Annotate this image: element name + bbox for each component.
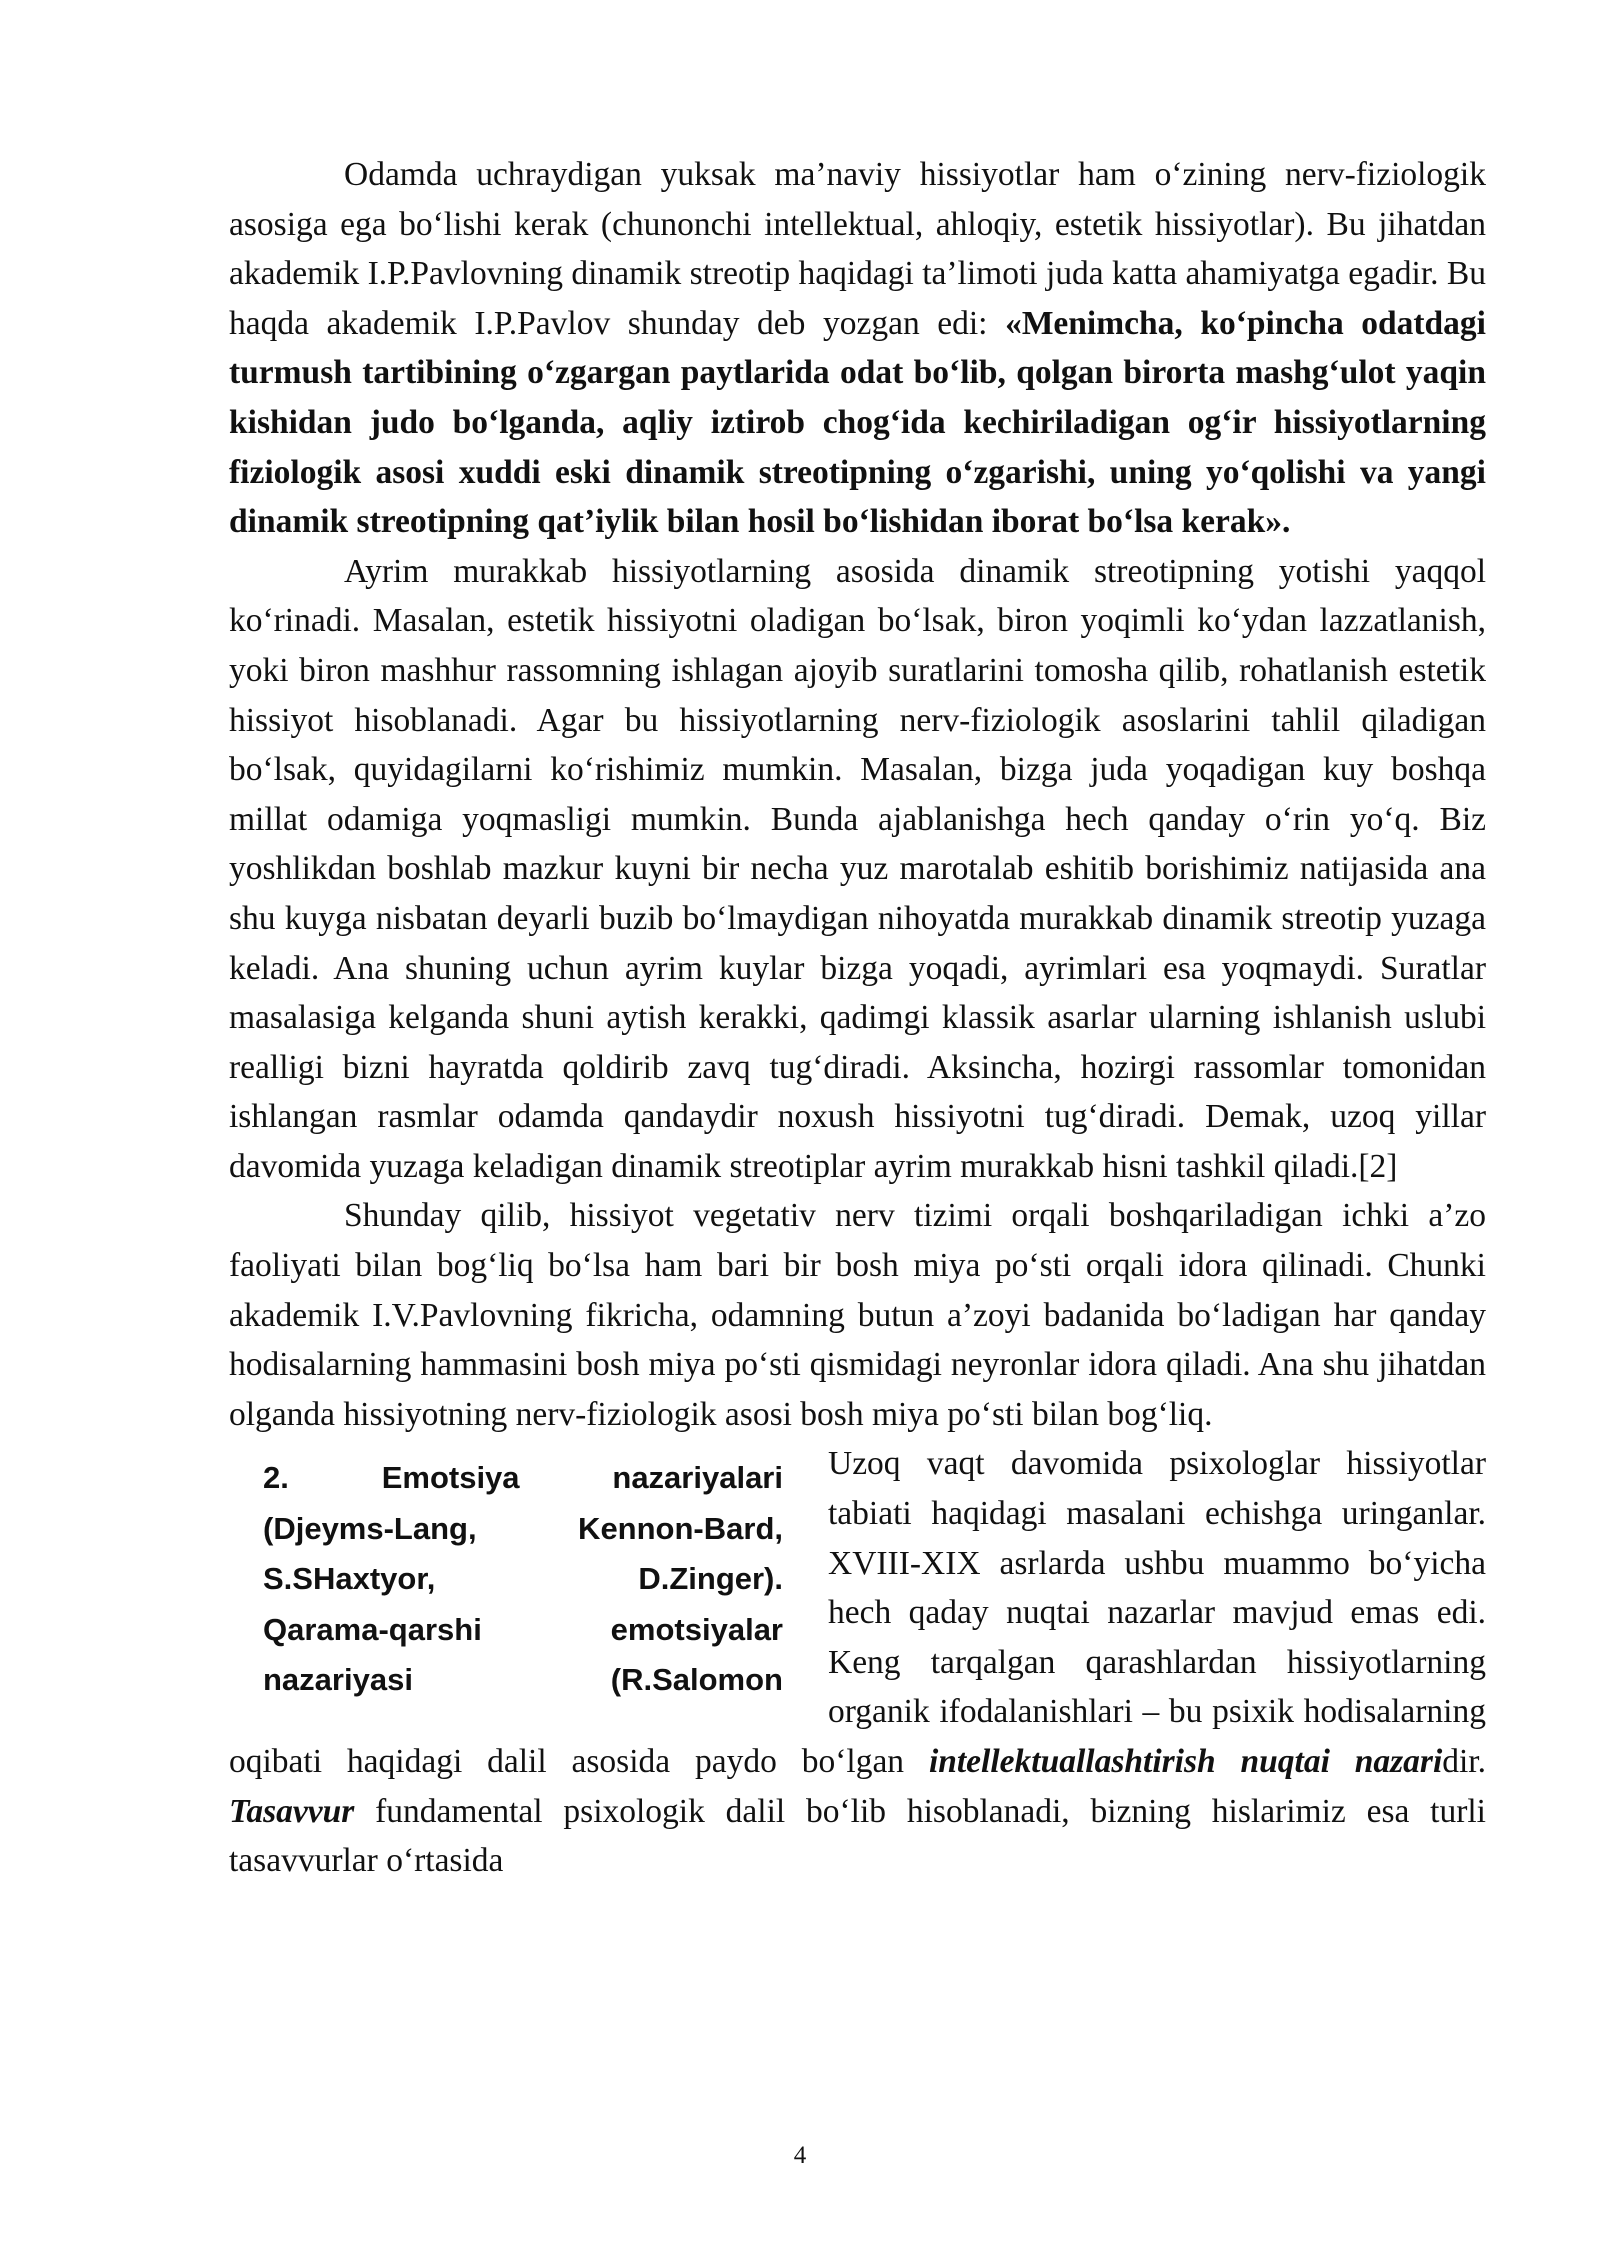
section-heading-line: S.SHaxtyor, D.Zinger).	[263, 1561, 783, 1597]
emphasis-tasavvur: Tasavvur	[229, 1792, 355, 1830]
paragraph-aesthetic-feelings: Ayrim murakkab hissiyotlarning asosida dinamik streotipning yotishi yaqqol ko‘rinadi. Masalan, estetik hissiyotni oladigan bo‘lsak, biron yoqimli ko‘ydan lazzatlanish, yoki biron mashhur rassomning ishlagan ajoyib suratlarini tomosha qilib, rohatlanish estetik hissiyot hisoblanadi. Agar bu hissiyotlarning nerv-fiziologik asoslarini tahlil qiladigan bo‘lsak, quyidagilarni ko‘rishimiz mumkin. Masalan, bizga juda yoqadigan kuy boshqa millat odamiga yoqmasligi mumkin. Bunda ajablanishga hech qanday o‘rin yo‘q. Biz yoshlikdan boshlab mazkur kuyni bir necha yuz marotalab eshitib borishimiz natijasida ana shu kuyga nisbatan deyarli buzib bo‘lmaydigan nihoyatda murakkab dinamik streotip yuzaga keladi. Ana shuning uchun ayrim kuylar bizga yoqadi, ayrimlari esa yoqmaydi. Suratlar masalasiga kelganda shuni aytish kerakki, qadimgi klassik asarlar ularning ishlanish uslubi realligi bizni hayratda qoldirib zavq tug‘diradi. Aksincha, hozirgi rassomlar tomonidan ishlangan rasmlar odamda qandaydir noxush hissiyotni tug‘diradi. Demak, uzoq yillar davomida yuzaga keladigan dinamik streotiplar ayrim murakkab hisni tashkil qiladi.[2]	[229, 552, 1486, 1185]
paragraph-text: fundamental psixologik dalil bo‘lib hisoblanadi, bizning hislarimiz esa turli tasavvurlar o‘rtasida	[229, 1792, 1486, 1880]
pavlov-quote: «Menimcha, ko‘pincha odatdagi turmush tartibining o‘zgargan paytlarida odat bo‘lib, qolgan birorta mashg‘ulot yaqin kishidan judo bo‘lganda, aqliy iztirob chog‘ida kechiriladigan og‘ir hissiyotlarning fiziologik asosi xuddi eski dinamik streotipning o‘zgarishi, uning yo‘qolishi va yangi dinamik streotipning qat’iylik bilan hosil bo‘lishidan iborat bo‘lsa kerak».	[229, 304, 1486, 541]
emphasis-intellectualization: intellektuallashtirish nuqtai nazari	[928, 1743, 1443, 1780]
section-heading-line: nazariyasi (R.Salomon	[263, 1662, 783, 1698]
page-body	[229, 150, 1486, 1886]
section-heading-line: (Djeyms-Lang, Kennon-Bard,	[263, 1510, 783, 1546]
section-heading-line: 2. Emotsiya nazariyalari	[263, 1460, 783, 1496]
paragraph-brain-cortex: Shunday qilib, hissiyot vegetativ nerv tizimi orqali boshqariladigan ichki a’zo faoliyati bilan bog‘liq bo‘lsa ham bari bir bosh miya po‘sti orqali idora qilinadi. Chunki akademik I.V.Pavlovning fikricha, odamning butun a’zoyi badanida bo‘ladigan har qanday hodisalarning hammasini bosh miya po‘sti qismidagi neyronlar idora qiladi. Ana shu jihatdan olganda hissiyotning nerv-fiziologik asosi bosh miya po‘sti bilan bog‘liq.	[229, 1197, 1486, 1433]
paragraph-text: Odamda uchraydigan yuksak ma’naviy hissiyotlar ham o‘zining nerv-fiziologik asosiga ega bo‘lishi kerak (chunonchi intellektual, ahloqiy, estetik hissiyotlar). Bu jihatdan akademik I.P.Pavlovning dinamik streotip haqidagi ta’limoti juda katta ahamiyatga egadir. Bu haqda akademik I.P.Pavlov shunday deb yozgan edi:	[229, 156, 1486, 342]
paragraph-pavlov-intro	[229, 150, 1486, 547]
section-heading-line: Qarama-qarshi emotsiyalar	[263, 1611, 783, 1647]
section-heading	[263, 1453, 783, 1706]
paragraph-text: dir.	[1442, 1743, 1486, 1780]
paragraph-text: Uzoq vaqt davomida psixologlar hissiyotlar tabiati haqidagi masalani echishga uringanlar. XVIII-XIX asrlarda ushbu muammo bo‘yicha hech qaday nuqtai nazarlar mavjud emas edi. Keng tarqalgan qarashlardan hissiyotlarning organik ifodalanishlari – bu psixik hodisalarning oqibati haqidagi dalil asosida paydo bo‘lgan	[229, 1445, 1486, 1780]
page-number: 4	[793, 2142, 807, 2169]
